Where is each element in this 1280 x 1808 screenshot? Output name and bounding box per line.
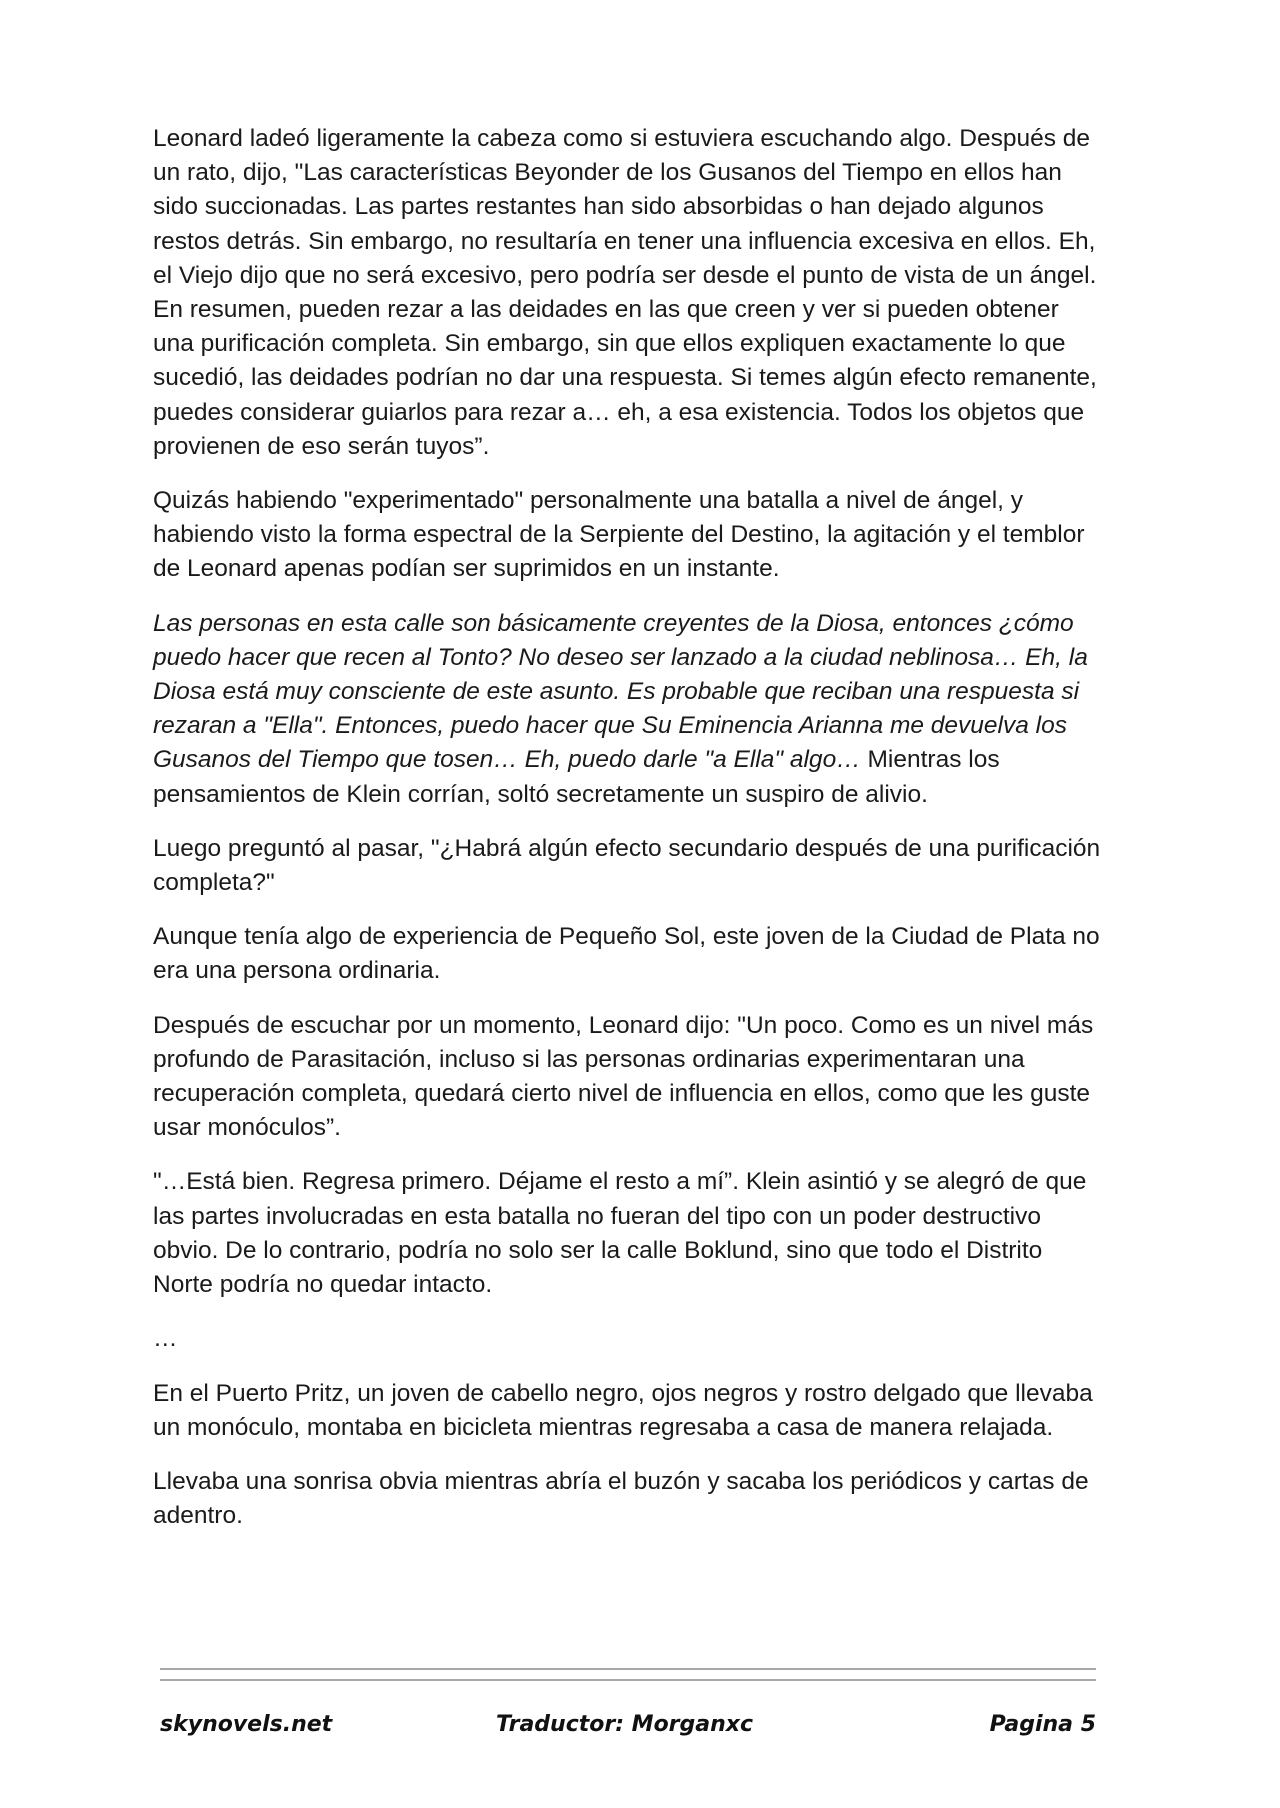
footer-translator: Traductor: Morganxc (496, 1712, 754, 1737)
document-body (153, 122, 1103, 1553)
paragraph-8: En el Puerto Pritz, un joven de cabello negro, ojos negros y rostro delgado que llevaba un monóculo, montaba en bicicleta mientras regresaba a casa de manera relajada. (153, 1379, 1093, 1441)
paragraph-2: Quizás habiendo "experimentado" personalmente una batalla a nivel de ángel, y habiendo visto la forma espectral de la Serpiente del Destino, la agitación y el temblor de Leonard apenas podían ser suprimidos en un instante. (153, 487, 1085, 583)
footer-divider-top (160, 1668, 1096, 1670)
footer-site: skynovels.net (160, 1712, 333, 1737)
page-footer (160, 1712, 1096, 1746)
scene-break-ellipsis: … (153, 1325, 178, 1353)
paragraph-6: Después de escuchar por un momento, Leonard dijo: "Un poco. Como es un nivel más profundo de Parasitación, incluso si las personas ordinarias experimentaran una recuperación completa, quedará cierto nivel de influencia en ellos, como que les guste usar monóculos”. (153, 1011, 1094, 1142)
footer-page-number: Pagina 5 (989, 1712, 1096, 1737)
paragraph-1: Leonard ladeó ligeramente la cabeza como si estuviera escuchando algo. Después de un rato, dijo, "Las características Beyonder de los Gusanos del Tiempo en ellos han sido succionadas. Las partes restantes han sido absorbidas o han dejado algunos restos detrás. Sin embargo, no resultaría en tener una influencia excesiva en ellos. Eh, el Viejo dijo que no será excesivo, pero podría ser desde el punto de vista de un ángel. En resumen, pueden rezar a las deidades en las que creen y ver si pueden obtener una purificación completa. Sin embargo, sin que ellos expliquen exactamente lo que sucedió, las deidades podrían no dar una respuesta. Si temes algún efecto remanente, puedes considerar guiarlos para rezar a… eh, a esa existencia. Todos los objetos que provienen de eso serán tuyos”. (153, 125, 1097, 460)
paragraph-7: "…Está bien. Regresa primero. Déjame el resto a mí”. Klein asintió y se alegró de que las partes involucradas en esta batalla no fueran del tipo con un poder destructivo obvio. De lo contrario, podría no solo ser la calle Boklund, sino que todo el Distrito Norte podría no quedar intacto. (153, 1168, 1087, 1299)
footer-divider-bottom (160, 1679, 1096, 1681)
paragraph-4: Luego preguntó al pasar, "¿Habrá algún efecto secundario después de una purificación completa?" (153, 834, 1101, 897)
klein-thoughts-italic: Las personas en esta calle son básicamente creyentes de la Diosa, entonces ¿cómo puedo hacer que recen al Tonto? No deseo ser lanzado a la ciudad neblinosa… Eh, la Diosa está muy consciente de este asunto. Es probable que reciban una respuesta si rezaran a "Ella". Entonces, puedo hacer que Su Eminencia Arianna me devuelva los Gusanos del Tiempo que tosen… Eh, puedo darle "a Ella" algo… (153, 609, 1088, 774)
paragraph-9: Llevaba una sonrisa obvia mientras abría el buzón y sacaba los periódicos y cartas de adentro. (153, 1467, 1089, 1530)
paragraph-5: Aunque tenía algo de experiencia de Pequeño Sol, este joven de la Ciudad de Plata no era una persona ordinaria. (153, 923, 1100, 985)
paragraph-3: Las personas en esta calle son básicamente creyentes de la Diosa, entonces ¿cómo puedo hacer que recen al Tonto? No deseo ser lanzado a la ciudad neblinosa… Eh, la Diosa está muy consciente de este asunto. Es probable que reciban una respuesta si rezaran a "Ella". Entonces, puedo hacer que Su Eminencia Arianna me devuelva los Gusanos del Tiempo que tosen… Eh, puedo darle "a Ella" algo… Mientras los pensamientos de Klein corrían, soltó secretamente un suspiro de alivio. (153, 609, 1088, 808)
